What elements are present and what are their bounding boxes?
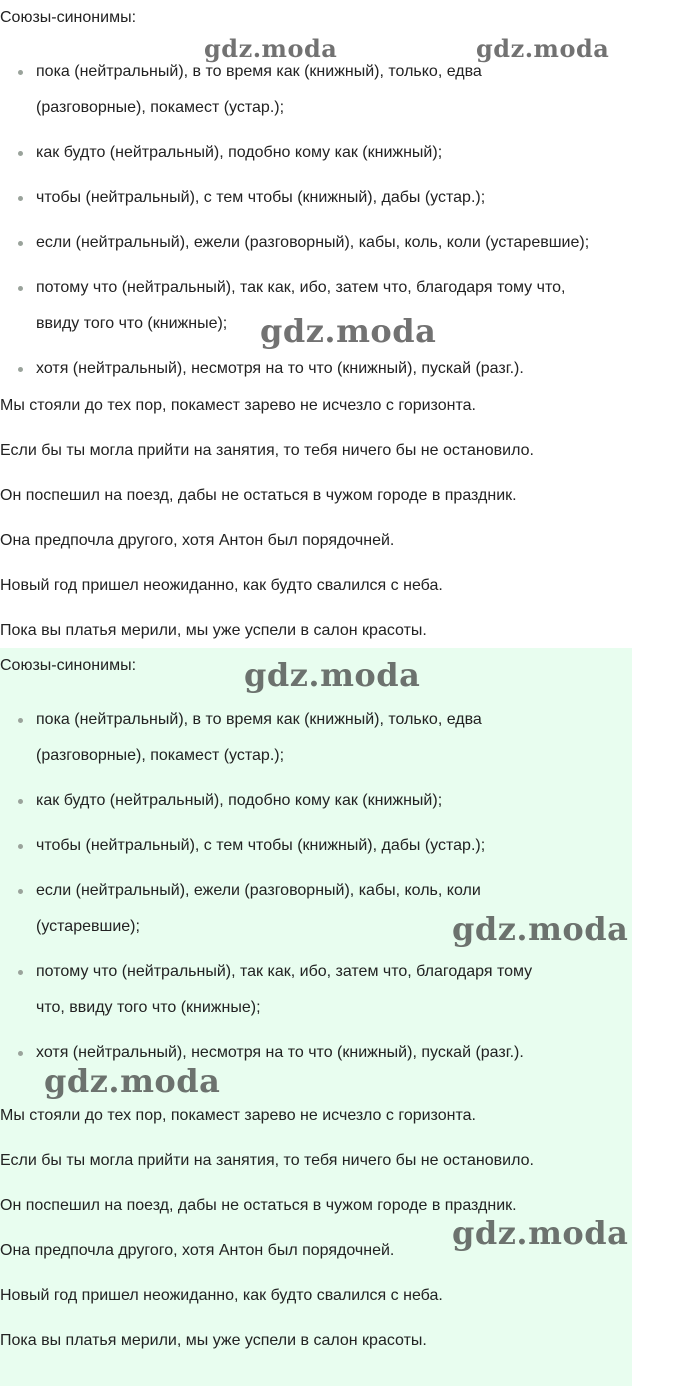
section-heading: Союзы-синонимы: — [0, 9, 137, 26]
watermark: gdz.moda — [476, 34, 610, 63]
list-item: как будто (нейтральный), подобно кому как (книжный); — [36, 135, 442, 171]
watermark: gdz.moda — [452, 1214, 629, 1252]
list-item: хотя (нейтральный), несмотря на то что (книжный), пускай (разг.). — [36, 351, 524, 387]
list-item-continuation: (устаревшие); — [36, 918, 140, 935]
example-sentence: Мы стояли до тех пор, покамест зарево не исчезло с горизонта. — [0, 397, 476, 414]
list-item: если (нейтральный), ежели (разговорный), кабы, коль, коли — [36, 873, 481, 909]
example-sentence: Он поспешил на поезд, дабы не остаться в чужом городе в праздник. — [0, 487, 517, 504]
synonyms-block-2 — [0, 648, 632, 1386]
synonyms-block-1 — [0, 0, 632, 646]
example-sentence: Мы стояли до тех пор, покамест зарево не исчезло с горизонта. — [0, 1107, 476, 1124]
example-sentence: Он поспешил на поезд, дабы не остаться в чужом городе в праздник. — [0, 1197, 517, 1214]
list-item: чтобы (нейтральный), с тем чтобы (книжный), дабы (устар.); — [36, 180, 485, 216]
list-item: как будто (нейтральный), подобно кому как (книжный); — [36, 783, 442, 819]
watermark: gdz.moda — [260, 312, 437, 350]
example-sentence: Если бы ты могла прийти на занятия, то тебя ничего бы не остановило. — [0, 1152, 534, 1169]
watermark: gdz.moda — [244, 656, 421, 694]
watermark: gdz.moda — [44, 1062, 221, 1100]
example-sentence: Она предпочла другого, хотя Антон был порядочней. — [0, 1242, 395, 1259]
list-item: пока (нейтральный), в то время как (книжный), только, едва — [36, 54, 482, 90]
example-sentence: Пока вы платья мерили, мы уже успели в салон красоты. — [0, 622, 427, 639]
example-sentence: Она предпочла другого, хотя Антон был порядочней. — [0, 532, 395, 549]
list-item-continuation: что, ввиду того что (книжные); — [36, 999, 261, 1016]
example-sentence: Если бы ты могла прийти на занятия, то тебя ничего бы не остановило. — [0, 442, 534, 459]
watermark: gdz.moda — [204, 34, 338, 63]
watermark: gdz.moda — [452, 910, 629, 948]
section-heading: Союзы-синонимы: — [0, 657, 137, 674]
list-item: потому что (нейтральный), так как, ибо, затем что, благодаря тому что, — [36, 270, 565, 306]
list-item: если (нейтральный), ежели (разговорный), кабы, коль, коли (устаревшие); — [36, 225, 589, 261]
list-item: потому что (нейтральный), так как, ибо, затем что, благодаря тому — [36, 954, 532, 990]
example-sentence: Пока вы платья мерили, мы уже успели в салон красоты. — [0, 1332, 427, 1349]
list-item: хотя (нейтральный), несмотря на то что (книжный), пускай (разг.). — [36, 1035, 524, 1071]
list-item-continuation: (разговорные), покамест (устар.); — [36, 747, 285, 764]
list-item-continuation: (разговорные), покамест (устар.); — [36, 99, 285, 116]
list-item: чтобы (нейтральный), с тем чтобы (книжный), дабы (устар.); — [36, 828, 485, 864]
list-item: пока (нейтральный), в то время как (книжный), только, едва — [36, 702, 482, 738]
example-sentence: Новый год пришел неожиданно, как будто свалился с неба. — [0, 577, 443, 594]
example-sentence: Новый год пришел неожиданно, как будто свалился с неба. — [0, 1287, 443, 1304]
list-item-continuation: ввиду того что (книжные); — [36, 315, 228, 332]
